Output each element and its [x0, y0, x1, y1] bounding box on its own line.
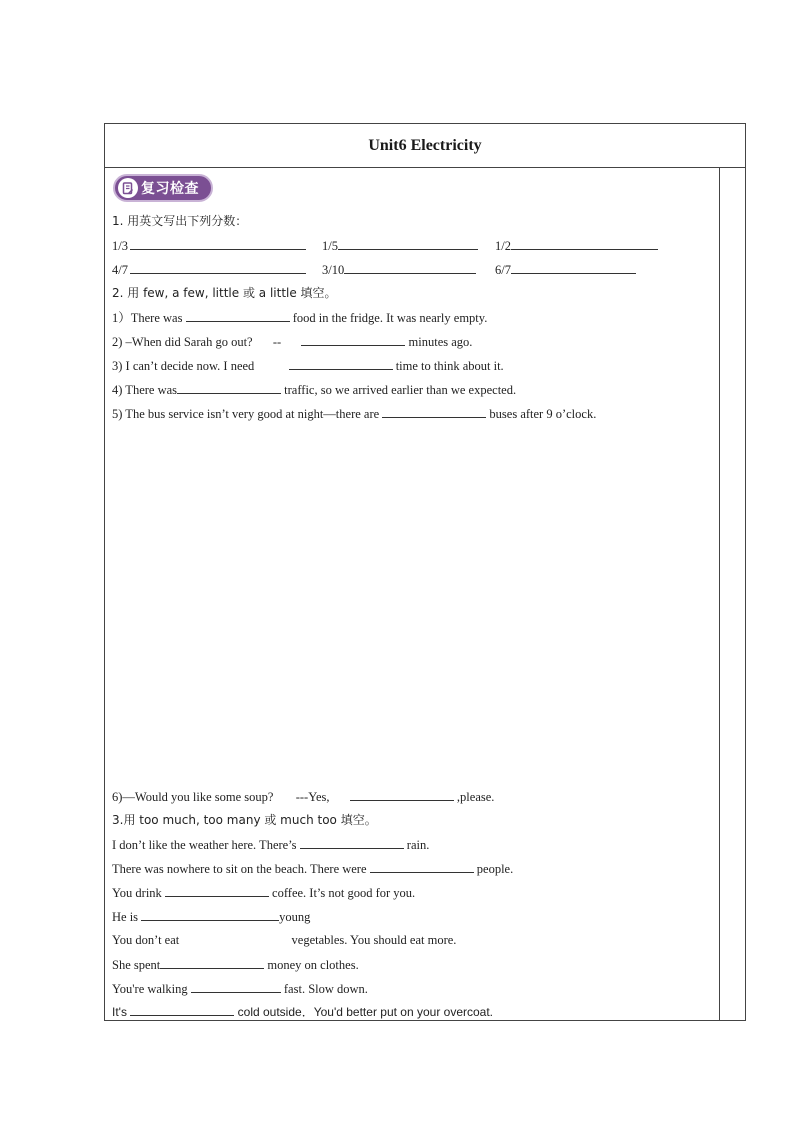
answer-blank[interactable]	[130, 237, 306, 250]
answer-blank[interactable]	[382, 405, 486, 418]
worksheet-table	[104, 123, 746, 1021]
exercise-line: 2) –When did Sarah go out? -- minutes ago.	[112, 335, 473, 349]
answer-blank[interactable]	[186, 309, 290, 322]
answer-blank[interactable]	[370, 860, 474, 873]
document-icon	[118, 178, 138, 198]
answer-blank[interactable]	[177, 381, 281, 394]
fraction-item: 4/7	[112, 261, 306, 278]
answer-blank[interactable]	[350, 788, 454, 801]
exercise-line: 1）There was food in the fridge. It was nearly empty.	[112, 311, 488, 325]
answer-blank[interactable]	[301, 333, 405, 346]
page-title: Unit6 Electricity	[368, 136, 482, 154]
exercise-line: 3) I can’t decide now. I need time to think about it.	[112, 359, 504, 373]
answer-blank[interactable]	[191, 980, 281, 993]
exercise-line: You drink coffee. It’s not good for you.	[112, 886, 416, 900]
exercise-line: There was nowhere to sit on the beach. There were people.	[112, 862, 514, 876]
exercise-line: It's cold outside．You'd better put on your overcoat.	[112, 1005, 494, 1019]
fraction-item: 1/3	[112, 237, 306, 254]
answer-blank[interactable]	[289, 357, 393, 370]
fraction-item: 1/2	[495, 237, 658, 254]
section3-heading: 3.用 too much, too many 或 much too 填空。	[112, 813, 377, 827]
title-row	[105, 124, 745, 168]
section2-heading: 2. 用 few, a few, little 或 a little 填空。	[112, 286, 337, 300]
answer-blank[interactable]	[160, 956, 264, 969]
exercise-line: He is young	[112, 910, 311, 924]
exercise-line: You don’t eat vegetables. You should eat more.	[112, 933, 457, 947]
answer-blank[interactable]	[130, 1003, 234, 1016]
fraction-item: 3/10	[322, 261, 476, 278]
badge-label: 复习检查	[141, 181, 199, 197]
section1-heading: 1. 用英文写出下列分数：	[112, 214, 248, 228]
exercise-line: I don’t like the weather here. There’s rain.	[112, 838, 430, 852]
exercise-line: 4) There was traffic, so we arrived earlier than we expected.	[112, 383, 517, 397]
exercise-line: She spent money on clothes.	[112, 958, 359, 972]
review-badge	[113, 174, 213, 202]
answer-blank[interactable]	[344, 261, 476, 274]
answer-blank[interactable]	[141, 908, 279, 921]
exercise-line: You're walking fast. Slow down.	[112, 982, 368, 996]
exercise-line: 5) The bus service isn’t very good at night—there are buses after 9 o’clock.	[112, 407, 597, 421]
fraction-item: 1/5	[322, 237, 478, 254]
answer-blank[interactable]	[511, 237, 658, 250]
exercise-line: 6)—Would you like some soup? ---Yes, ,please.	[112, 790, 495, 804]
answer-blank[interactable]	[511, 261, 636, 274]
right-margin-column	[719, 167, 720, 1020]
answer-blank[interactable]	[300, 836, 404, 849]
fraction-item: 6/7	[495, 261, 636, 278]
answer-blank[interactable]	[130, 261, 306, 274]
answer-blank[interactable]	[165, 884, 269, 897]
answer-blank[interactable]	[338, 237, 478, 250]
